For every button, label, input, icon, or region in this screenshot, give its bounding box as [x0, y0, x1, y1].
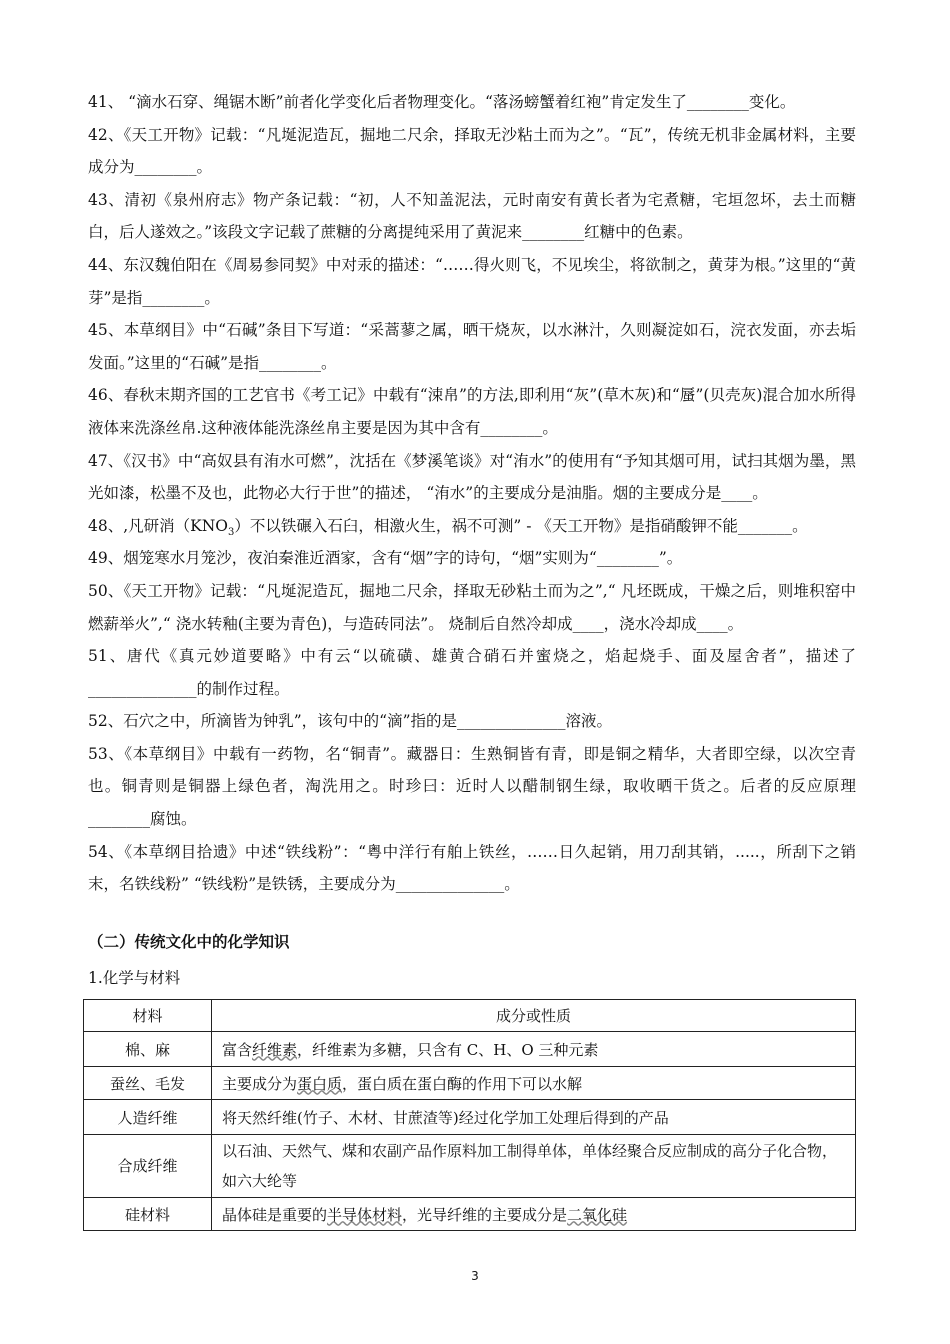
- key-term: 二氧化硅: [567, 1205, 628, 1224]
- material-name: 合成纤维: [84, 1135, 212, 1198]
- description-text: 晶体硅是重要的: [222, 1205, 328, 1224]
- material-description: [212, 1100, 856, 1135]
- material-name: 棉、麻: [84, 1032, 212, 1067]
- question-48-before: 48、,凡研消（KNO: [88, 516, 228, 535]
- question-45: 45、本草纲目》中“石碱”条目下写道：“采蒿蓼之属，晒干烧灰，以水淋汁，久则凝淀如石，浣衣发面，亦去垢发面。”这里的“石碱”是指________。: [88, 321, 856, 372]
- table-row: [84, 1100, 856, 1135]
- key-term: 蛋白质: [297, 1074, 343, 1093]
- key-term: 半导体材料: [327, 1205, 403, 1224]
- material-name: 人造纤维: [84, 1100, 212, 1135]
- question-51: 51、唐代《真元妙道要略》中有云“以硫磺、雄黄合硝石并蜜烧之，焰起烧手、面及屋舍者”，描述了______________的制作过程。: [88, 647, 856, 698]
- question-48-subscript: 3: [228, 526, 235, 538]
- sub-section-title: 1.化学与材料: [88, 969, 181, 987]
- question-49: 49、烟笼寒水月笼沙，夜泊秦淮近酒家，含有“烟”字的诗句，“烟”实则为“________”。: [88, 549, 683, 568]
- question-46: 46、春秋末期齐国的工艺官书《考工记》中载有“涑帛”的方法,即利用“灰”(草木灰)和“蜃”(贝壳灰)混合加水所得液体来洗涤丝帛.这种液体能洗涤丝帛主要是因为其中含有________。: [88, 386, 856, 437]
- description-text: ，光导纤维的主要成分是: [402, 1205, 568, 1224]
- description-text: 以石油、天然气、煤和农副产品作原料加工制得单体，单体经聚合反应制成的高分子化合物，如六大纶等: [222, 1142, 838, 1190]
- question-48-after: ）不以铁碾入石臼，相激火生，祸不可测” - 《天工开物》是指硝酸钾不能_______。: [234, 516, 808, 535]
- question-47: 47、《汉书》中“高奴县有洧水可燃”，沈括在《梦溪笔谈》对“洧水”的使用有“予知其烟可用，试扫其烟为墨，黑光如漆，松墨不及也，此物必大行于世”的描述， “洧水”的主要成分是油脂。烟的主要成分是____。: [88, 451, 856, 503]
- question-42: 42、《天工开物》记载：“凡埏泥造瓦，掘地二尺余，择取无沙粘土而为之”。“瓦”，传统无机非金属材料，主要成分为________。: [88, 125, 856, 177]
- material-description: [212, 1135, 856, 1198]
- description-text: 富含: [222, 1040, 253, 1059]
- question-50: 50、《天工开物》记载：“凡埏泥造瓦，掘地二尺余，择取无砂粘土而为之”,“ 凡坯既成，干燥之后，则堆积窑中燃薪举火”,“ 浇水转釉(主要为青色)，与造砖同法”。 烧制后自然冷却成____，浇水冷却成____。: [88, 581, 856, 633]
- table-row: [84, 1067, 856, 1100]
- question-48: [88, 510, 856, 543]
- material-description: [212, 1032, 856, 1067]
- material-description: [212, 1198, 856, 1231]
- section-title: （二）传统文化中的化学知识: [88, 933, 290, 951]
- header-material: 材料: [84, 1000, 212, 1032]
- table-row: [84, 1198, 856, 1231]
- question-44: 44、东汉魏伯阳在《周易参同契》中对汞的描述：“……得火则飞，不见埃尘，将欲制之，黄芽为根。”这里的“黄芽”是指________。: [88, 255, 856, 307]
- description-text: ，蛋白质在蛋白酶的作用下可以水解: [342, 1074, 583, 1093]
- key-term: 纤维素: [252, 1040, 298, 1059]
- description-text: 将天然纤维(竹子、木材、甘蔗渣等)经过化学加工处理后得到的产品: [222, 1108, 669, 1127]
- question-53: 53、《本草纲目》中载有一药物，名“铜青”。藏器日：生熟铜皆有青，即是铜之精华，大者即空绿，以次空青也。铜青则是铜器上绿色者，淘洗用之。时珍曰：近时人以醋制钢生绿，取收晒干货之。后者的反应原理________腐蚀。: [88, 744, 856, 829]
- header-composition: 成分或性质: [212, 1000, 856, 1032]
- description-text: 主要成分为: [222, 1074, 298, 1093]
- material-name: 蚕丝、毛发: [84, 1067, 212, 1100]
- question-54: 54、《本草纲目拾遗》中述“铁线粉”：“粤中洋行有舶上铁丝，……日久起销，用刀刮其销，.....，所刮下之销末，名铁线粉” “铁线粉”是铁锈，主要成分为______________。: [88, 842, 856, 894]
- table-row: [84, 1032, 856, 1067]
- question-41: 41、 “滴水石穿、绳锯木断”前者化学变化后者物理变化。“落汤螃蟹着红袍”肯定发生了________变化。: [88, 93, 796, 111]
- description-text: ，纤维素为多糖，只含有 C、H、O 三种元素: [297, 1040, 599, 1059]
- question-52: 52、石穴之中，所滴皆为钟乳”，该句中的“滴”指的是______________溶液。: [88, 712, 612, 731]
- page-number: 3: [471, 1269, 479, 1283]
- table-row: [84, 1135, 856, 1198]
- question-list: [88, 86, 856, 901]
- table-header-row: [84, 1000, 856, 1032]
- material-name: 硅材料: [84, 1198, 212, 1231]
- material-description: [212, 1067, 856, 1100]
- question-43: 43、清初《泉州府志》物产条记载：“初，人不知盖泥法，元时南安有黄长者为宅煮糖，宅垣忽坏，去土而糖白，后人遂效之。”该段文字记载了蔗糖的分离提纯采用了黄泥来________红糖中的色素。: [88, 190, 856, 242]
- materials-table: [83, 999, 856, 1231]
